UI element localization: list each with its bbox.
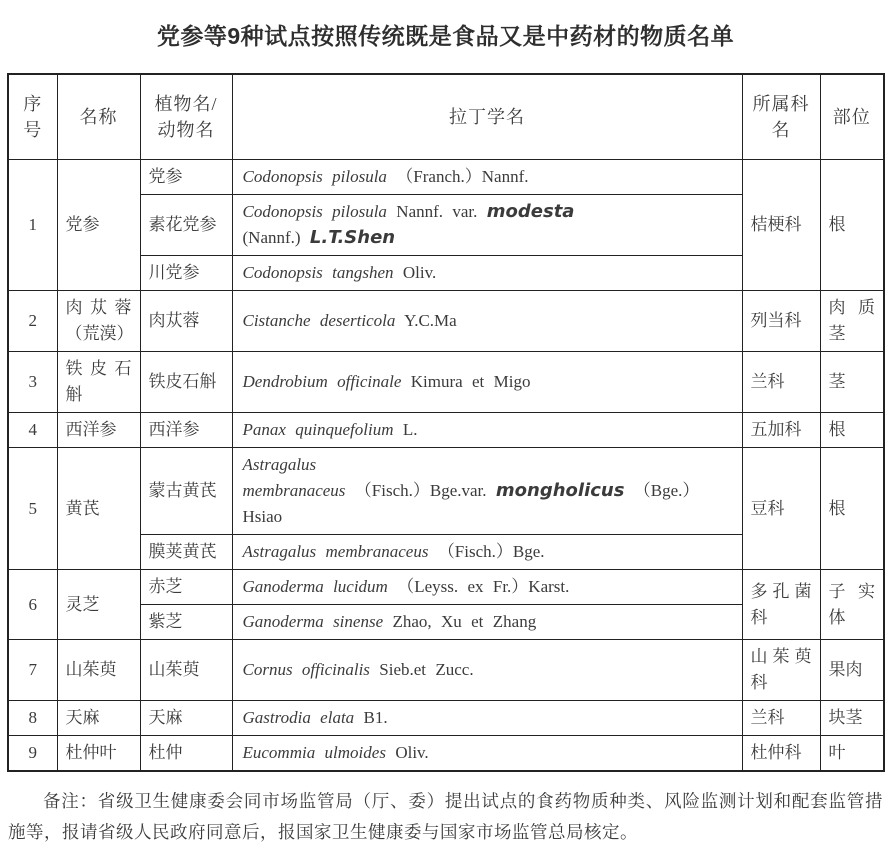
- cell-plant: 山茱萸: [140, 640, 232, 701]
- col-header-latin: 拉丁学名: [232, 74, 742, 160]
- latin-segment: (Nannf.): [242, 228, 301, 247]
- latin-segment: mongholicus: [495, 480, 625, 501]
- cell-latin: [232, 701, 742, 736]
- cell-no: 7: [8, 640, 57, 701]
- latin-segment: Ganoderma lucidum: [242, 577, 388, 596]
- cell-plant: 川党参: [140, 256, 232, 291]
- cell-family: 桔梗科: [742, 160, 820, 291]
- cell-no: 6: [8, 570, 57, 640]
- cell-family: 山茱萸科: [742, 640, 820, 701]
- cell-plant: 杜仲: [140, 736, 232, 772]
- latin-segment: L.T.Shen: [309, 227, 396, 248]
- latin-segment: membranaceus: [242, 481, 346, 500]
- latin-segment: L.: [402, 420, 418, 439]
- table-row: [8, 413, 884, 448]
- latin-segment: Panax quinquefolium: [242, 420, 394, 439]
- table-row: [8, 448, 884, 535]
- table-row: [8, 291, 884, 352]
- cell-no: 1: [8, 160, 57, 291]
- cell-no: 4: [8, 413, 57, 448]
- cell-name: 天麻: [57, 701, 140, 736]
- cell-latin: [232, 291, 742, 352]
- latin-segment: Kimura et Migo: [410, 372, 531, 391]
- cell-part: 根: [820, 413, 884, 448]
- latin-segment: Astragalus membranaceus: [242, 542, 429, 561]
- cell-latin: [232, 256, 742, 291]
- cell-family: 五加科: [742, 413, 820, 448]
- table-row: [8, 736, 884, 772]
- cell-name: 铁皮石斛: [57, 352, 140, 413]
- latin-segment: Gastrodia elata: [242, 708, 355, 727]
- latin-segment: （Bge.）Hsiao: [242, 481, 700, 526]
- cell-latin: [232, 570, 742, 605]
- cell-part: 子实体: [820, 570, 884, 640]
- latin-segment: Cornus officinalis: [242, 660, 370, 679]
- table-row: [8, 160, 884, 195]
- latin-segment: Cistanche deserticola: [242, 311, 396, 330]
- col-header-no: 序 号: [8, 74, 57, 160]
- cell-name: 黄芪: [57, 448, 140, 570]
- cell-latin: [232, 535, 742, 570]
- cell-family: 杜仲科: [742, 736, 820, 772]
- cell-plant: 紫芝: [140, 605, 232, 640]
- latin-segment: Oliv.: [402, 263, 437, 282]
- col-header-plant: 植物名/ 动物名: [140, 74, 232, 160]
- cell-plant: 党参: [140, 160, 232, 195]
- cell-plant: 赤芝: [140, 570, 232, 605]
- latin-segment: B1.: [363, 708, 388, 727]
- cell-latin: [232, 195, 742, 256]
- cell-part: 果肉: [820, 640, 884, 701]
- latin-segment: Codonopsis pilosula: [242, 167, 387, 186]
- latin-segment: modesta: [486, 201, 575, 222]
- cell-plant: 素花党参: [140, 195, 232, 256]
- substance-table: [7, 73, 885, 772]
- cell-part: 茎: [820, 352, 884, 413]
- latin-segment: Nannf. var.: [396, 202, 478, 221]
- table-header: [8, 74, 884, 160]
- cell-latin: [232, 448, 742, 535]
- cell-no: 9: [8, 736, 57, 772]
- cell-name: 肉苁蓉（荒漠）: [57, 291, 140, 352]
- table-row: [8, 352, 884, 413]
- cell-plant: 肉苁蓉: [140, 291, 232, 352]
- latin-segment: （Fisch.）Bge.var.: [354, 481, 487, 500]
- latin-segment: Ganoderma sinense: [242, 612, 384, 631]
- latin-segment: Dendrobium officinale: [242, 372, 402, 391]
- cell-part: 叶: [820, 736, 884, 772]
- cell-plant: 西洋参: [140, 413, 232, 448]
- col-header-family: 所属科 名: [742, 74, 820, 160]
- cell-family: 兰科: [742, 701, 820, 736]
- cell-part: 肉质茎: [820, 291, 884, 352]
- latin-segment: Zhao, Xu et Zhang: [392, 612, 537, 631]
- cell-family: 列当科: [742, 291, 820, 352]
- table-header-row: [8, 74, 884, 160]
- cell-plant: 天麻: [140, 701, 232, 736]
- cell-latin: [232, 352, 742, 413]
- col-header-part: 部位: [820, 74, 884, 160]
- cell-family: 多孔菌科: [742, 570, 820, 640]
- latin-segment: Sieb.et Zucc.: [379, 660, 474, 679]
- cell-no: 8: [8, 701, 57, 736]
- cell-plant: 铁皮石斛: [140, 352, 232, 413]
- cell-plant: 膜荚黄芪: [140, 535, 232, 570]
- cell-no: 5: [8, 448, 57, 570]
- col-header-name: 名称: [57, 74, 140, 160]
- cell-latin: [232, 640, 742, 701]
- table-row: [8, 640, 884, 701]
- cell-name: 山茱萸: [57, 640, 140, 701]
- cell-part: 块茎: [820, 701, 884, 736]
- latin-segment: Astragalus: [242, 455, 317, 474]
- footnote: 备注：省级卫生健康委会同市场监管局（厅、委）提出试点的食药物质种类、风险监测计划和配套监管措施等，报请省级人民政府同意后，报国家卫生健康委与国家市场监管总局核定。: [8, 791, 883, 842]
- cell-name: 党参: [57, 160, 140, 291]
- latin-segment: Eucommia ulmoides: [242, 743, 386, 762]
- latin-segment: Codonopsis pilosula: [242, 202, 387, 221]
- cell-plant: 蒙古黄芪: [140, 448, 232, 535]
- latin-segment: （Franch.）Nannf.: [396, 167, 529, 186]
- table-row: [8, 570, 884, 605]
- cell-latin: [232, 160, 742, 195]
- cell-family: 兰科: [742, 352, 820, 413]
- table-body: [8, 160, 884, 772]
- latin-segment: Oliv.: [395, 743, 429, 762]
- cell-latin: [232, 736, 742, 772]
- cell-name: 灵芝: [57, 570, 140, 640]
- latin-segment: （Fisch.）Bge.: [437, 542, 545, 561]
- cell-no: 2: [8, 291, 57, 352]
- cell-latin: [232, 605, 742, 640]
- latin-segment: （Leyss. ex Fr.）Karst.: [397, 577, 570, 596]
- cell-part: 根: [820, 160, 884, 291]
- cell-name: 杜仲叶: [57, 736, 140, 772]
- cell-no: 3: [8, 352, 57, 413]
- cell-family: 豆科: [742, 448, 820, 570]
- cell-name: 西洋参: [57, 413, 140, 448]
- cell-latin: [232, 413, 742, 448]
- page-title: 党参等9种试点按照传统既是食品又是中药材的物质名单: [156, 23, 735, 49]
- table-row: [8, 701, 884, 736]
- cell-part: 根: [820, 448, 884, 570]
- latin-segment: Codonopsis tangshen: [242, 263, 394, 282]
- latin-segment: Y.C.Ma: [404, 311, 457, 330]
